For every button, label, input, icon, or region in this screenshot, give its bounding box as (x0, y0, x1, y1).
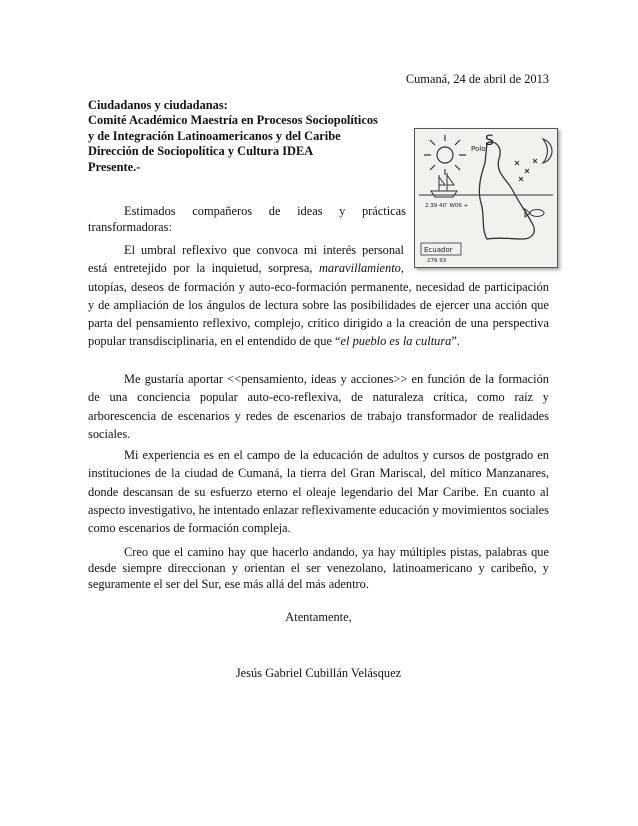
para1-text-b: , utopías, deseos de formación y auto-eco-formación permanente, necesidad de participación y de ampliación de los ángulos de lectura sobre las posibilidades de ejercer una acción que parta del pensamiento reflexivo, complejo, crítico dirigido a la creación de una perspectiva popular transdisciplinaria, en el entendido de que “ (88, 261, 549, 349)
ecuador-label: Ecuador (424, 246, 453, 254)
ship-drawing (431, 173, 457, 197)
para1-italic-a: maravillamiento (318, 261, 401, 276)
signature: Jesús Gabriel Cubillán Velásquez (235, 666, 402, 680)
recipient-block (88, 98, 388, 175)
recipient-line: Ciudadanos y ciudadanas: (88, 98, 228, 112)
continent-outline (479, 142, 534, 239)
para1-text-c: ”. (451, 334, 460, 349)
para1-text-a: El umbral reflexivo que convoca mi interés personal está entretejido por la inquietud, sorpresa, (88, 243, 404, 276)
sun-drawing (424, 135, 466, 175)
s-label: S (485, 133, 494, 149)
recipient-line: Comité Académico Maestría en Procesos Sociopolíticos (88, 113, 378, 128)
paragraph-1 (88, 241, 549, 351)
letter-date: Cumaná, 24 de abril de 2013 (405, 72, 549, 86)
polo-label: Polo (471, 145, 486, 153)
recipient-line: Dirección de Sociopolítica y Cultura IDEA (88, 144, 314, 159)
paragraph-2: Me gustaría aportar <<pensamiento, ideas y acciones>> en función de la formación de una conciencia popular auto-eco-reflexiva, de naturaleza crítica, como raíz y arborescencia de escenarios y redes de escenarios de trabajo transformador de realidades sociales. (88, 372, 549, 441)
paragraph-3: Mi experiencia es en el campo de la educación de adultos y cursos de postgrado en instituciones de la ciudad de Cumaná, la tierra del Gran Mariscal, del mítico Manzanares, donde descansan de su esfuerzo eterno el oleaje legendario del Mar Caribe. En cuanto al aspecto investigativo, he intentado enlazar reflexivamente educación y movimientos sociales como escenarios de formación compleja. (88, 448, 549, 536)
small-label: 276 93 (427, 258, 447, 264)
salutation: Estimados compañeros de ideas y prácticas transformadoras: (88, 204, 406, 234)
recipient-line: y de Integración Latinoamericanos y del Caribe (88, 128, 341, 143)
star-marks (515, 159, 537, 181)
closing: Atentamente, (285, 610, 352, 624)
coords-label: 2.39 40’ W06 + (425, 203, 469, 209)
paragraph-4: Creo que el camino hay que hacerlo andando, ya hay múltiples pistas, palabras que desde siempre direccionan y orientan el ser venezolano, latinoamericano y caribeño, y seguramente el ser del Sur, ese más allá del más adentro. (88, 545, 549, 591)
moon-drawing (543, 139, 552, 163)
para1-italic-b: el pueblo es la cultura (340, 334, 452, 349)
recipient-line: Presente.- (88, 159, 141, 174)
